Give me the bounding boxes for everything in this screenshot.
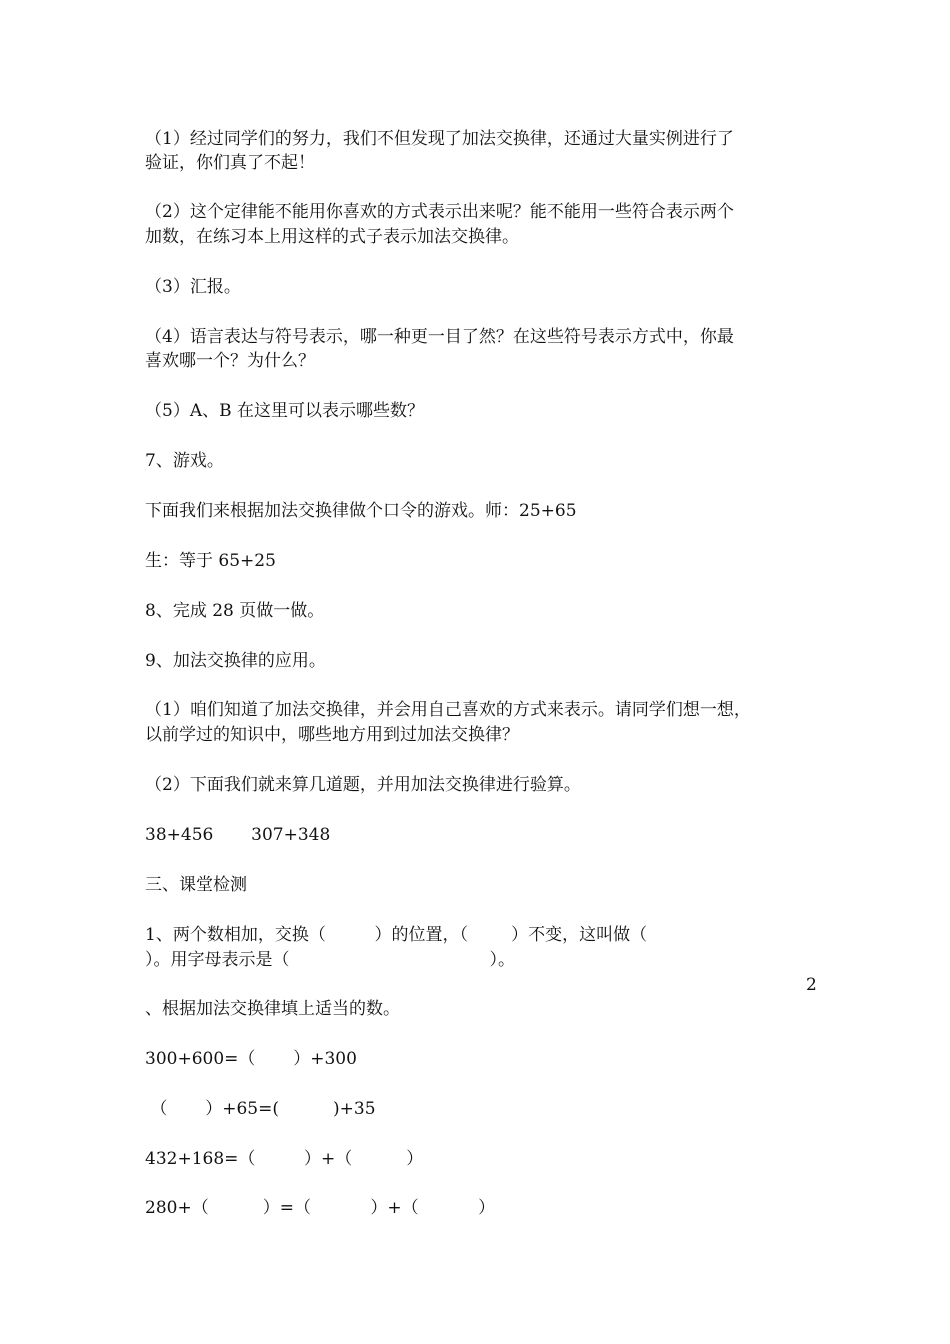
text-line: （5）A、B 在这里可以表示哪些数？ [145,401,424,421]
text-line: （4）语言表达与符号表示，哪一种更一目了然？在这些符号表示方式中，你最 [145,327,734,347]
text-line: （2）下面我们就来算几道题，并用加法交换律进行验算。 [145,775,581,795]
text-line: 1、两个数相加，交换（ ）的位置，（ ）不变，这叫做（ [145,925,648,945]
text-line: 下面我们来根据加法交换律做个口令的游戏。师：25+65 [145,501,577,521]
text-line: 验证，你们真了不起！ [145,153,315,173]
text-line: （3）汇报。 [145,277,241,297]
text-line: 7、游戏。 [145,451,224,471]
text-line: （1）经过同学们的努力，我们不但发现了加法交换律，还通过大量实例进行了 [145,129,734,149]
text-line: 300+600=（ ）+300 [145,1049,357,1069]
text-line: 9、加法交换律的应用。 [145,651,326,671]
text-line: （1）咱们知道了加法交换律，并会用自己喜欢的方式来表示。请同学们想一想， [145,700,751,720]
section-heading: 三、课堂检测 [145,875,247,895]
page-number: 2 [806,975,817,995]
text-line: 38+456 307+348 [145,825,331,845]
text-line: 以前学过的知识中，哪些地方用到过加法交换律？ [145,725,519,745]
text-line: 8、完成 28 页做一做。 [145,601,325,621]
text-line: 喜欢哪一个？为什么？ [145,351,315,371]
text-line: 加数，在练习本上用这样的式子表示加法交换律。 [145,227,519,247]
text-line: 、根据加法交换律填上适当的数。 [145,999,400,1019]
text-line: （ ）+65=( )+35 [145,1099,376,1119]
text-line: 432+168=（ ）+（ ） [145,1149,424,1169]
text-line: 生：等于 65+25 [145,551,276,571]
text-line: ）。用字母表示是（ ）。 [145,950,515,970]
text-line: 280+（ ）=（ ）+（ ） [145,1198,496,1218]
text-line: （2）这个定律能不能用你喜欢的方式表示出来呢？能不能用一些符合表示两个 [145,202,734,222]
